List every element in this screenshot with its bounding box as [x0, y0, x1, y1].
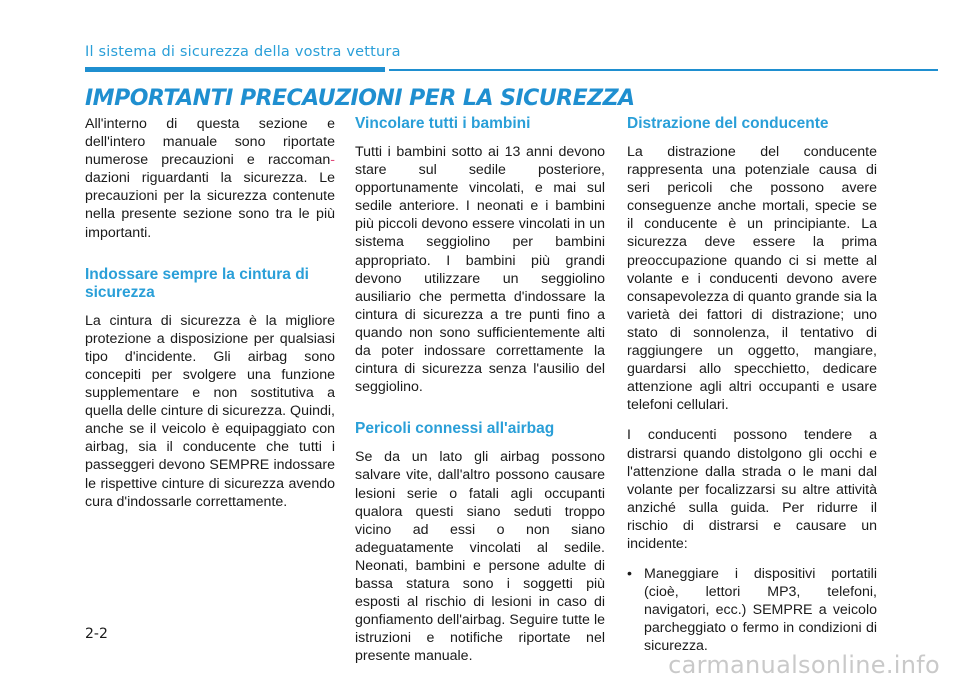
column-left	[85, 115, 335, 523]
column-middle	[355, 115, 605, 677]
airbag-paragraph: Se da un lato gli airbag possono salvare vite, dall'altro possono causare lesioni serie o fatali agli occupanti qualora questi siano seduti troppo vicino ad essi o non siano adeguatamente vincolati al sedile. Neonati, bambini e persone adulte di bassa statura sono i soggetti più esposti al rischio di lesioni in caso di gonfiamento dell'airbag. Seguire tutte le istruzioni e notifiche riportate nel presente manuale.	[355, 449, 605, 665]
header-rule-thin	[389, 69, 938, 71]
intro-paragraph	[85, 115, 335, 242]
bullet-text: Maneggiare i dispositivi portatili (cioè, lettori MP3, telefoni, navigatori, ecc.) SEMPRE a veicolo parcheggiato o fermo in condizioni di sicurezza.	[644, 566, 877, 655]
distraction-paragraph-1: La distrazione del conducente rappresenta una potenziale causa di seri pericoli che possono avere conseguenze anche mortali, specie se il conducente è un principiante. La sicurezza deve essere la prima preoccupazione quando ci si mette al volante e i conducenti devono avere consapevolezza di quanto grande sia la varietà dei fattori di distrazione; uno stato di sonnolenza, il tentativo di raggiungere un oggetto, mangiare, guardarsi allo specchietto, dedicare attenzione agli altri occupanti e usare telefoni cellulari.	[627, 144, 877, 414]
page-title: IMPORTANTI PRECAUZIONI PER LA SICUREZZA	[85, 86, 635, 111]
hyphen-mark: -	[330, 152, 335, 169]
distraction-paragraph-2: I conducenti possono tendere a distrarsi quando distolgono gli occhi e l'attenzione dalla strada o le mani dal volante per focalizzarsi su altre attività anziché sulla guida. Per ridurre il rischio di distrarsi e causare un incidente:	[627, 427, 877, 552]
intro-text-rest: dazioni riguardanti la sicurezza. Le precauzioni per la sicurezza contenute nella presente sezione sono tra le più importanti.	[85, 170, 335, 241]
seatbelt-paragraph: La cintura di sicurezza è la migliore protezione a disposizione per qualsiasi tipo d'incidente. Gli airbag sono concepiti per svolgere una funzione supplementare e non sostitutiva a quella delle cinture di sicurezza. Quindi, anche se il veicolo è equipaggiato con airbag, sia il conducente che tutti i passeggeri devono SEMPRE indossare le rispettive cinture di sicurezza avendo cura d'indossarle correttamente.	[85, 312, 335, 510]
list-item	[627, 565, 877, 655]
heading-seatbelt: Indossare sempre la cintura di sicurezza	[85, 265, 309, 301]
distraction-bullet-list	[627, 565, 877, 655]
column-right	[627, 115, 877, 656]
heading-distraction: Distrazione del conducente	[627, 115, 829, 132]
children-paragraph: Tutti i bambini sotto ai 13 anni devono stare sul sedile posteriore, opportunamente vincolati, e mai sul sedile anteriore. I neonati e i bambini più piccoli devono essere vincolati in un sistema seggiolino per bambini appropriato. I bambini più grandi devono utilizzare un seggiolino ausiliario che permetta d'indossare la cintura di sicurezza a tre punti fino a quando non sono sufficientemente alti da poter indossare correttamente la cintura di sicurezza senza l'ausilio del seggiolino.	[355, 144, 605, 396]
section-label: Il sistema di sicurezza della vostra vettura	[85, 44, 401, 60]
heading-airbag: Pericoli connessi all'airbag	[355, 420, 555, 438]
heading-children: Vincolare tutti i bambini	[355, 115, 531, 132]
header-rule-thick	[85, 67, 385, 72]
intro-text: All'interno di questa sezione e dell'intero manuale sono riportate numerose precauzioni e raccoman	[85, 116, 335, 169]
page-number: 2-2	[85, 626, 108, 642]
watermark: carmanualsonline.info	[668, 651, 940, 679]
bullet-icon: •	[627, 566, 632, 583]
